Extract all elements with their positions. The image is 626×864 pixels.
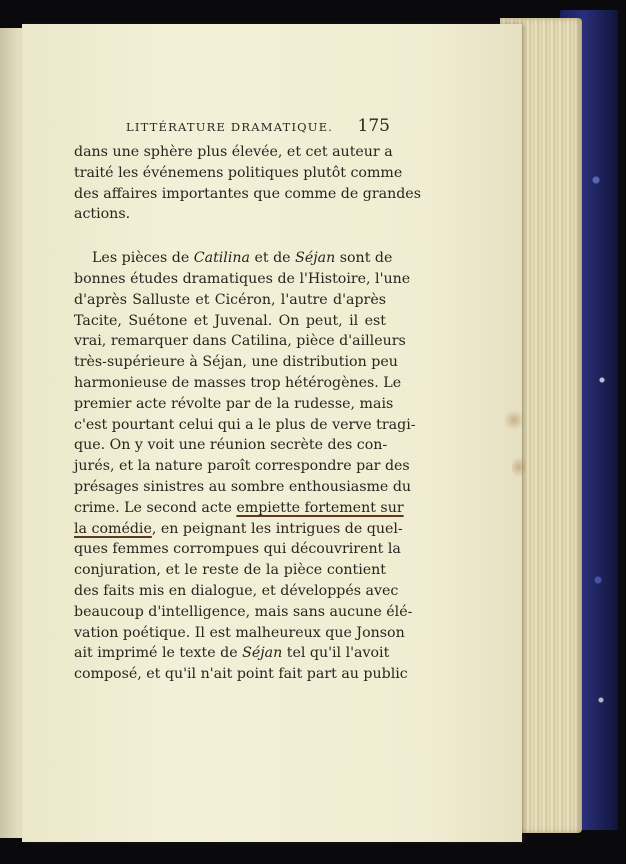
text-line (74, 248, 393, 269)
text-line: vrai, remarquer dans Catilina, pièce d'ailleurs (74, 333, 406, 350)
text-span: et de (249, 250, 296, 267)
italic-title: Séjan (295, 250, 336, 267)
text-line (74, 643, 390, 664)
text-line: actions. (74, 206, 131, 223)
foxing-stain (512, 454, 526, 480)
text-line: c'est pourtant celui qui a le plus de verve tragi- (74, 416, 416, 433)
italic-title: Catilina (193, 250, 250, 267)
text-line: harmonieuse de masses trop hétérogènes. Le (74, 374, 402, 391)
text-line: des affaires importantes que comme de grandes (74, 185, 421, 202)
page-number: 175 (357, 116, 390, 136)
text-line: très-supérieure à Séjan, une distribution peu (74, 354, 398, 371)
underlined-text: la comédie (74, 520, 152, 537)
text-line: composé, et qu'il n'ait point fait part au public (74, 666, 408, 683)
italic-title: Séjan (242, 645, 283, 662)
text-span: , en peignant les intrigues de quel- (151, 520, 403, 537)
underlined-text: empiette fortement sur (236, 499, 404, 516)
text-line: Tacite, Suétone et Juvenal. On peut, il est (74, 312, 386, 329)
body-text (74, 142, 421, 685)
text-line: ques femmes corrompues qui découvrirent la (74, 541, 401, 558)
foxing-stain (504, 409, 524, 431)
paragraph-gap (74, 225, 386, 248)
running-header (100, 118, 390, 138)
text-line: jurés, et la nature paroît correspondre par des (74, 458, 410, 475)
text-line: que. On y voit une réunion secrète des con- (74, 437, 388, 454)
text-span: crime. Le second acte (74, 499, 237, 516)
text-span: ait imprimé le texte de (74, 645, 243, 662)
facing-page-edge (0, 28, 23, 838)
text-span: tel qu'il l'avoit (282, 645, 390, 662)
text-line (74, 519, 403, 540)
text-line: dans une sphère plus élevée, et cet auteur a (74, 144, 393, 160)
text-line: d'après Salluste et Cicéron, l'autre d'après (74, 291, 386, 308)
text-line: présages sinistres au sombre enthousiasme du (74, 478, 412, 495)
text-line (74, 498, 404, 519)
text-line: beaucoup d'intelligence, mais sans aucune élé- (74, 603, 413, 620)
text-line: conjuration, et le reste de la pièce contient (74, 562, 386, 579)
text-line: traité les événemens politiques plutôt comme (74, 164, 403, 181)
text-span: sont de (335, 250, 393, 267)
text-line: bonnes études dramatiques de l'Histoire, l'une (74, 270, 411, 287)
text-line: vation poétique. Il est malheureux que Jonson (74, 624, 405, 641)
text-line: premier acte révolte par de la rudesse, mais (74, 395, 394, 412)
marbled-cover-pattern (590, 20, 610, 820)
running-title: LITTÉRATURE DRAMATIQUE. (126, 120, 334, 134)
text-span: Les pièces de (92, 250, 194, 267)
text-line: des faits mis en dialogue, et développés avec (74, 582, 399, 599)
